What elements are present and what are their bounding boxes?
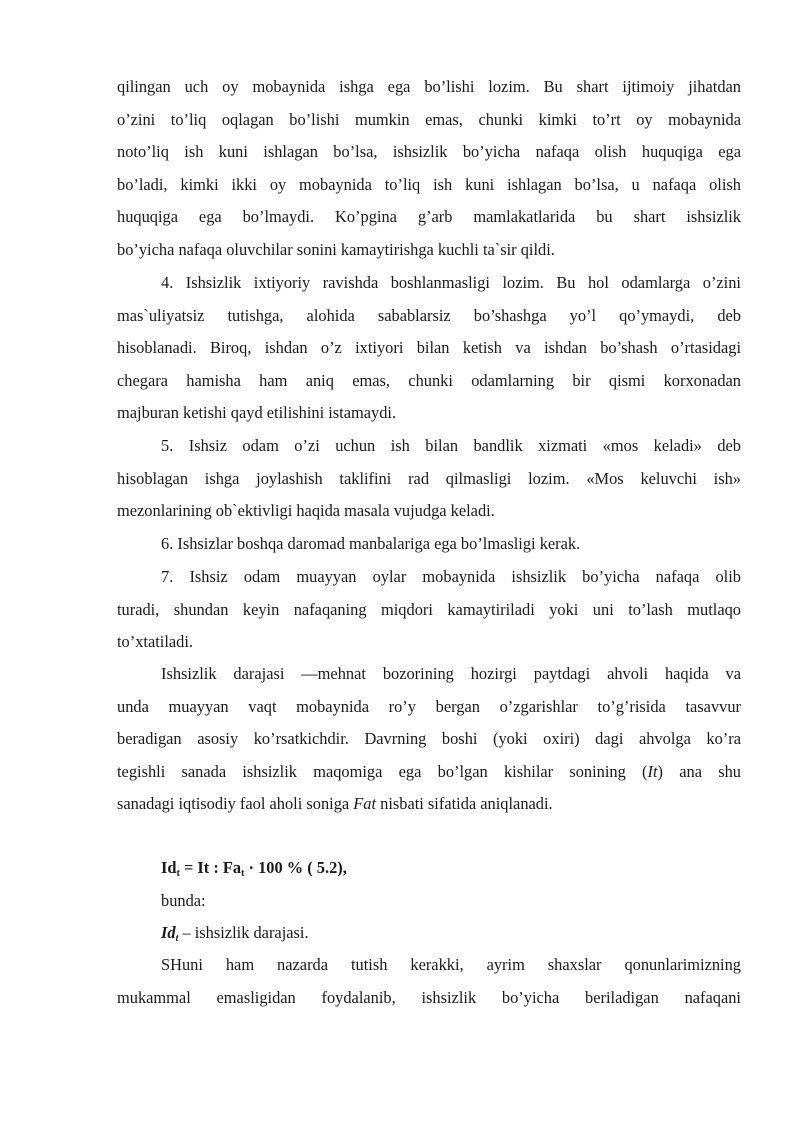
text-line: SHuni ham nazarda tutish kerakki, ayrim shaxslar qonunlarimizning <box>161 955 741 974</box>
formula-unemployment-rate <box>161 852 347 884</box>
definition-text: – ishsizlik darajasi. <box>178 923 309 942</box>
text-run: tegishli sanada ishsizlik maqomiga ega bo’lgan kishilar sonining ( <box>117 761 648 781</box>
text-line: bo’yicha nafaqa oluvchilar sonini kamaytirishga kuchli ta`sir qildi. <box>117 239 555 259</box>
formula-definition <box>161 917 309 949</box>
paragraph-condition-7 <box>117 561 741 659</box>
text-line: mezonlarining ob`ektivligi haqida masala vujudga keladi. <box>117 501 495 521</box>
text-line: qilingan uch oy mobaynida ishga ega bo’lishi lozim. Bu shart ijtimoiy jihatdan <box>117 77 741 96</box>
formula-part: Id <box>161 858 177 877</box>
text-line: noto’liq ish kuni ishlagan bo’lsa, ishsizlik bo’yicha nafaqa olish huquqiga ega <box>117 142 741 162</box>
text-line: mukammal emasligidan foydalanib, ishsizlik bo’yicha beriladigan nafaqani <box>117 987 741 1007</box>
text-line: bo’ladi, kimki ikki oy mobaynida to’liq ish kuni ishlagan bo’lsa, u nafaqa olish <box>117 174 741 194</box>
text-run: ) ana shu <box>657 761 741 781</box>
text-line: o’zini to’liq oqlagan bo’lishi mumkin emas, chunki kimki to’rt oy mobaynida <box>117 109 741 129</box>
definition-symbol <box>161 923 178 942</box>
paragraph-condition-6 <box>117 528 741 561</box>
formula-part: = It : Fa <box>179 858 242 877</box>
text-line <box>117 788 741 821</box>
paragraph-unemployment-condition-3 <box>117 71 741 267</box>
formula-subscript: t <box>241 868 245 879</box>
text-line: huquqiga ega bo’lmaydi. Ko’pgina g’arb mamlakatlarida bu shart ishsizlik <box>117 207 741 227</box>
text-line: hisoblanadi. Biroq, ishdan o’z ixtiyori bilan ketish va ishdan bo’shash o’rtasidagi <box>117 338 741 358</box>
symbol-text: Id <box>161 923 176 942</box>
text-line: 4. Ishsizlik ixtiyoriy ravishda boshlanmasligi lozim. Bu hol odamlarga o’zini <box>161 273 741 292</box>
text-line <box>117 756 741 789</box>
paragraph-condition-5 <box>117 430 741 528</box>
text-line: hisoblagan ishga joylashish taklifini rad qilmasligi lozim. «Mos keluvchi ish» <box>117 468 741 488</box>
text-line: 7. Ishsiz odam muayyan oylar mobaynida ishsizlik bo’yicha nafaqa olib <box>161 567 741 586</box>
paragraph-closing <box>117 949 741 1014</box>
text-line: 6. Ishsizlar boshqa daromad manbalariga ega bo’lmasligi kerak. <box>161 534 581 553</box>
text-line: to’xtatiladi. <box>117 632 194 652</box>
variable-fat: Fat <box>353 794 377 814</box>
text-line: 5. Ishsiz odam o’zi uchun ish bilan bandlik xizmati «mos keladi» deb <box>161 436 741 455</box>
text-line: majburan ketishi qayd etilishini istamaydi. <box>117 403 397 423</box>
text-run: sanadagi iqtisodiy faol aholi soniga <box>117 794 354 814</box>
text-line: turadi, shundan keyin nafaqaning miqdori kamaytiriladi yoki uni to’lash mutlaqo <box>117 599 741 619</box>
symbol-subscript: t <box>175 933 179 944</box>
paragraph-unemployment-rate <box>117 658 741 821</box>
text-line: chegara hamisha ham aniq emas, chunki odamlarning bir qismi korxonadan <box>117 370 741 390</box>
text-line: unda muayyan vaqt mobaynida ro’y bergan o’zgarishlar to’g’risida tasavvur <box>117 696 741 716</box>
text-line: mas`uliyatsiz tutishga, alohida sabablarsiz bo’shashga yo’l qo’ymaydi, deb <box>117 305 741 325</box>
text-line: Ishsizlik darajasi —mehnat bozorining hozirgi paytdagi ahvoli haqida va <box>161 664 741 683</box>
paragraph-condition-4 <box>117 267 741 430</box>
formula-where-label: bunda: <box>161 891 206 910</box>
variable-it: It <box>647 761 658 781</box>
text-run: nisbati sifatida aniqlanadi. <box>376 794 553 814</box>
text-line: beradigan asosiy ko’rsatkichdir. Davrning boshi (yoki oxiri) dagi ahvolga ko’ra <box>117 729 741 749</box>
formula-part: · 100 % ( 5.2), <box>244 858 347 877</box>
formula-subscript: t <box>176 868 180 879</box>
